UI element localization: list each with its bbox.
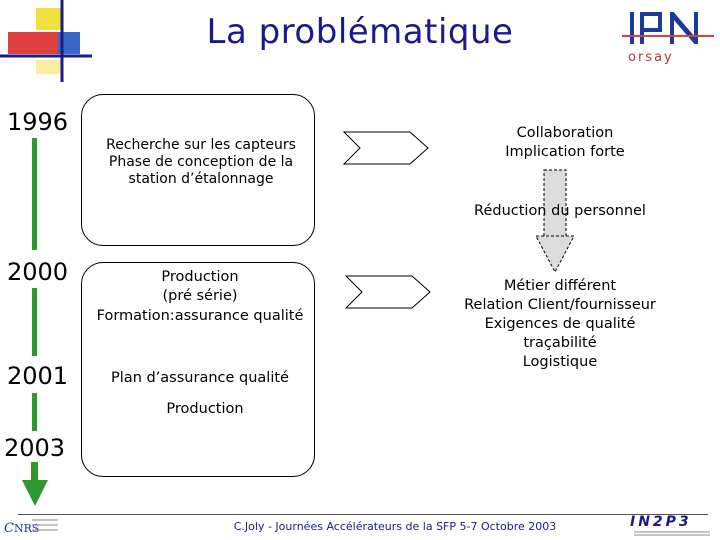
page-title: La problématique	[206, 12, 514, 52]
box1-line3: station d’étalonnage	[128, 171, 274, 187]
right1-line2: Implication forte	[505, 144, 625, 160]
reduction-label: Réduction du personnel	[474, 203, 646, 219]
right1-text	[470, 124, 660, 162]
box1-line2: Phase de conception de la	[108, 154, 294, 170]
right2-line1: Métier différent	[503, 278, 617, 294]
right2-line5: Logistique	[522, 354, 598, 370]
box1-text	[81, 137, 321, 188]
year-1996: 1996	[7, 108, 69, 136]
box2-text	[80, 268, 320, 326]
right1-line1: Collaboration	[516, 125, 614, 141]
right2-text	[445, 277, 675, 372]
footer-divider	[18, 514, 708, 515]
in2p3-logo-text: IN2P3	[630, 514, 692, 530]
chevron-arrow-2	[344, 272, 434, 312]
cnrs-logo	[2, 514, 62, 540]
year-2003: 2003	[4, 434, 66, 462]
right2-line3: Exigences de qualité	[484, 316, 636, 332]
production-label: Production	[166, 401, 244, 417]
right2-line2: Relation Client/fournisseur	[464, 297, 656, 313]
down-arrow	[528, 168, 578, 278]
chevron-arrow-1	[342, 128, 432, 168]
footer-text: C.Joly - Journées Accélérateurs de la SFP 5-7 Octobre 2003	[233, 520, 557, 533]
svg-text:NRS: NRS	[14, 522, 40, 535]
ipn-logo-orsay: orsay	[628, 50, 674, 65]
right2-line4: traçabilité	[523, 335, 597, 351]
box2-line3: Formation:assurance qualité	[96, 308, 304, 324]
in2p3-logo	[630, 514, 718, 540]
box2-plan: Plan d’assurance qualité	[111, 370, 289, 386]
year-2000: 2000	[7, 258, 69, 286]
box2-line2: (pré série)	[162, 288, 238, 304]
box1-line1: Recherche sur les capteurs	[106, 137, 296, 153]
box2-line1: Production	[161, 269, 239, 285]
year-2001: 2001	[7, 362, 69, 390]
svg-text:C: C	[4, 521, 14, 536]
ipn-logo	[622, 6, 714, 68]
